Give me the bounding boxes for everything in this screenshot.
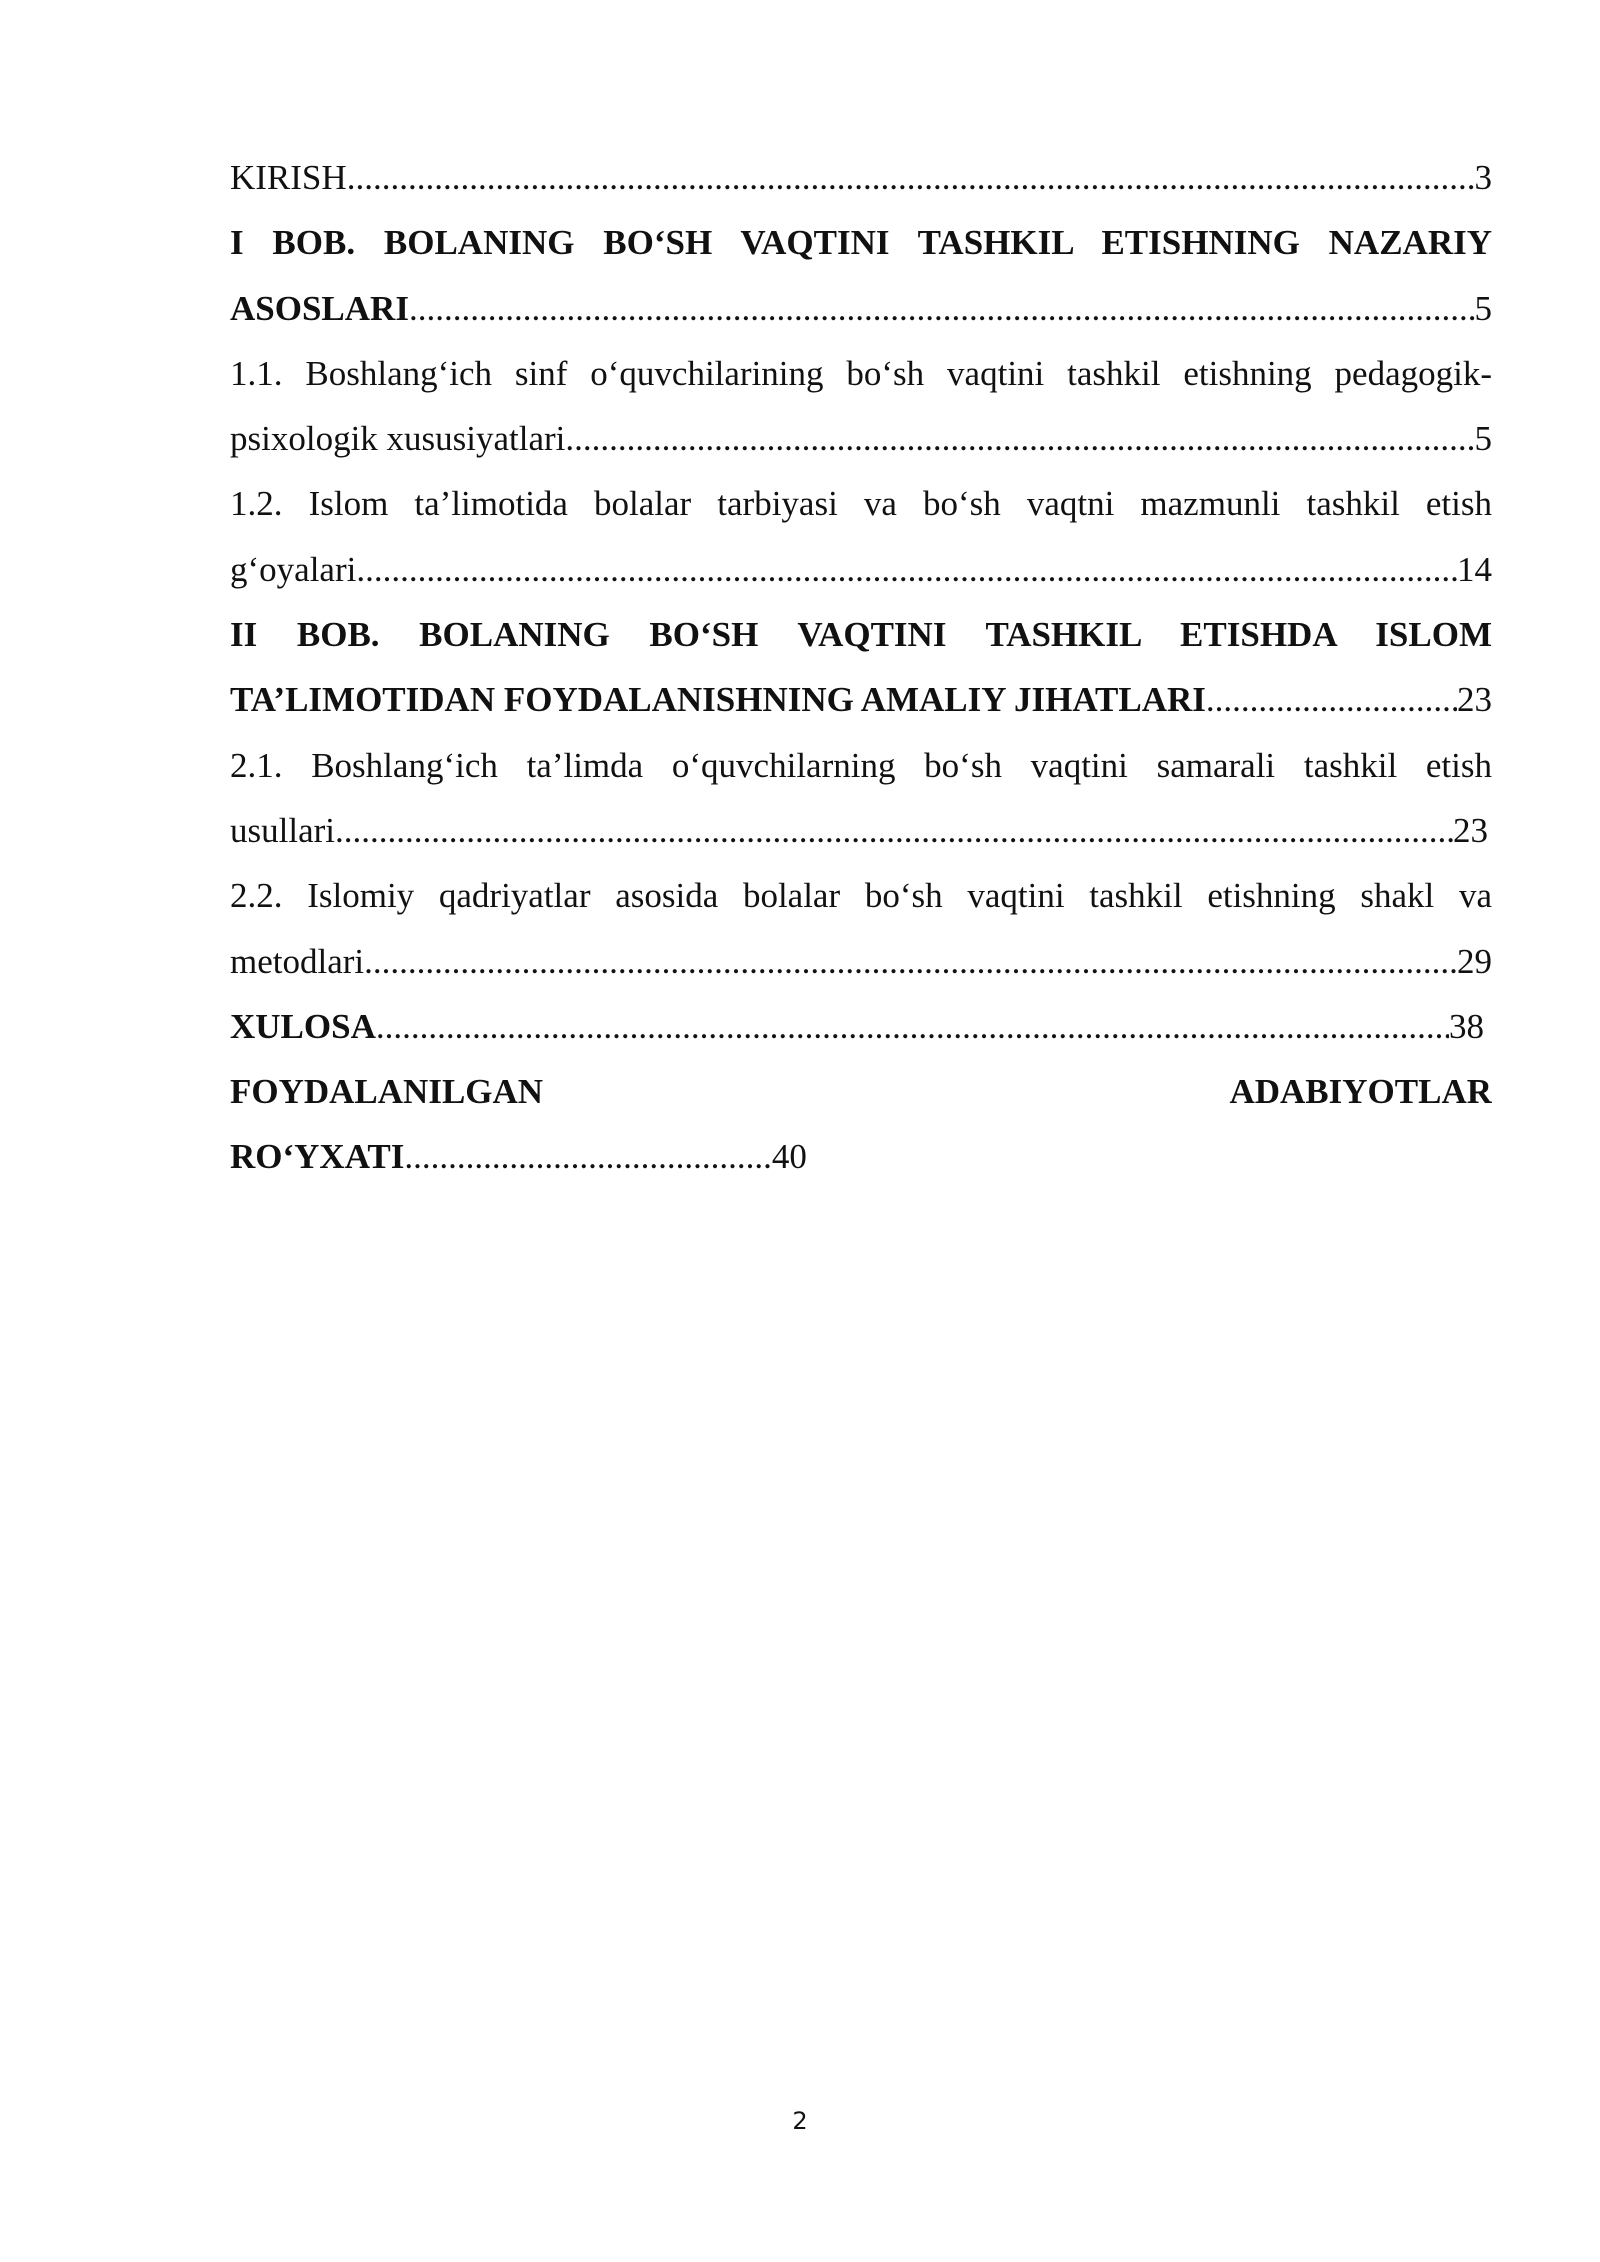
toc-entry-chapter-2 — [230, 667, 1492, 732]
toc-page-number: 38 — [1449, 1006, 1484, 1046]
toc-page-number: 40 — [771, 1137, 807, 1177]
toc-entry-section-2-2 — [230, 929, 1492, 994]
toc-title: XULOSA — [230, 1006, 376, 1046]
toc-page-number: 5 — [1474, 288, 1492, 328]
toc-chapter-2-title: II BOB. BOLANING BO‘SH VAQTINI TASHKIL ETISHDA ISLOM — [230, 615, 1492, 655]
toc-title: KIRISH ..... — [230, 145, 1475, 210]
toc-page-number: 14 — [1457, 549, 1492, 589]
toc-title: psixologik xususiyatlari — [230, 419, 566, 459]
toc-bibliography-title: FOYDALANILGAN ADABIYOTLAR — [230, 1072, 1492, 1112]
table-of-contents — [230, 145, 1492, 1190]
toc-entry-bibliography — [230, 1124, 1492, 1189]
toc-leader-dots: .......................................... — [404, 1137, 772, 1177]
toc-entry-xulosa — [230, 994, 1492, 1059]
toc-entry-chapter-1 — [230, 276, 1492, 341]
toc-section-1-1-title: 1.1. Boshlang‘ich sinf o‘quvchilarining bo‘sh vaqtini tashkil etishning pedagogik- — [230, 353, 1492, 393]
toc-page-number: 5 — [1474, 419, 1492, 459]
toc-title: metodlari — [230, 941, 365, 981]
toc-title: g‘oyalari — [230, 549, 357, 589]
toc-page-number: 23 — [1457, 680, 1492, 720]
toc-page-number: 3 — [1474, 158, 1492, 197]
toc-entry-section-1-1 — [230, 406, 1492, 471]
toc-entry-section-1-2 — [230, 537, 1492, 602]
toc-title: RO‘YXATI — [230, 1137, 405, 1177]
toc-chapter-1-title: I BOB. BOLANING BO‘SH VAQTINI TASHKIL ETISHNING NAZARIY — [230, 223, 1492, 263]
toc-page-number: 29 — [1457, 941, 1492, 981]
toc-section-2-2-title: 2.2. Islomiy qadriyatlar asosida bolalar bo‘sh vaqtini tashkil etishning shakl va — [230, 876, 1492, 916]
toc-section-2-1-title: 2.1. Boshlang‘ich ta’limda o‘quvchilarning bo‘sh vaqtini samarali tashkil etish — [230, 745, 1492, 785]
toc-entry-section-2-1 — [230, 798, 1492, 863]
toc-page-number: 23 — [1453, 810, 1488, 850]
toc-title: usullari — [230, 810, 335, 850]
toc-section-1-2-title: 1.2. Islom ta’limotida bolalar tarbiyasi va bo‘sh vaqtni mazmunli tashkil etish — [230, 484, 1492, 524]
toc-title: TA’LIMOTIDAN FOYDALANISHNING AMALIY JIHATLARI — [230, 680, 1206, 720]
page-number: 2 — [792, 2107, 808, 2135]
toc-title: ASOSLARI — [230, 288, 409, 328]
toc-entry-kirish — [230, 145, 1492, 210]
